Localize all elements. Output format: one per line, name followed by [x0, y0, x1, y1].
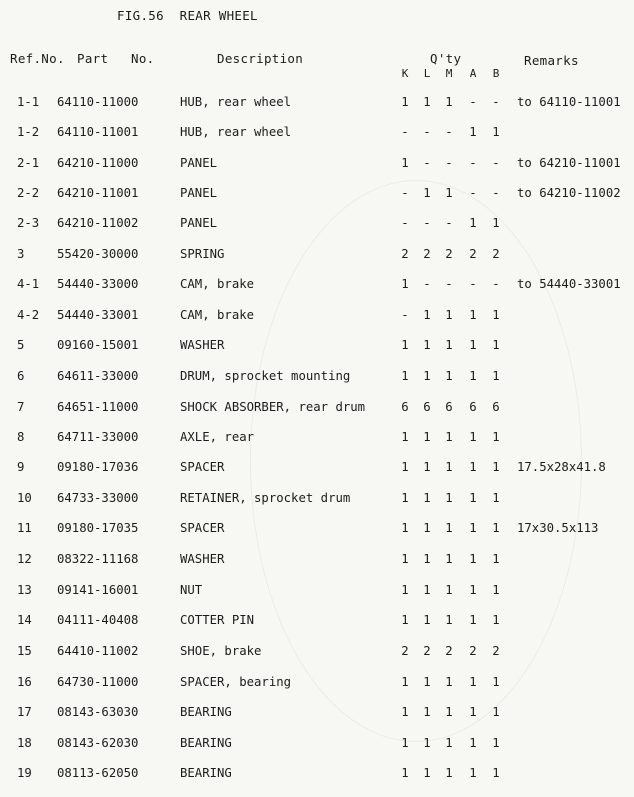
table-row	[0, 156, 634, 174]
qty-l: 1	[423, 308, 431, 322]
qty-b: 1	[492, 491, 500, 505]
qty-l: 1	[423, 613, 431, 627]
table-row	[0, 736, 634, 754]
qty-a: 2	[469, 644, 477, 658]
qty-b: 1	[492, 521, 500, 535]
qty-m: 1	[445, 583, 453, 597]
qty-m: 1	[445, 460, 453, 474]
qty-column-k: K	[401, 67, 409, 80]
qty-a: 1	[469, 705, 477, 719]
part-number: 08113-62050	[57, 766, 139, 780]
qty-b: -	[492, 186, 500, 200]
qty-l: 2	[423, 247, 431, 261]
figure-title	[117, 8, 258, 23]
table-row	[0, 521, 634, 539]
table-row	[0, 491, 634, 509]
qty-m: 1	[445, 766, 453, 780]
part-number: 64110-11000	[57, 95, 139, 109]
part-description: BEARING	[180, 736, 232, 750]
qty-b: 1	[492, 460, 500, 474]
qty-k: 1	[401, 736, 409, 750]
qty-m: 1	[445, 369, 453, 383]
qty-b: 1	[492, 675, 500, 689]
table-row	[0, 766, 634, 784]
qty-l: 1	[423, 460, 431, 474]
qty-b: 1	[492, 125, 500, 139]
qty-k: 2	[401, 644, 409, 658]
qty-l: -	[423, 277, 431, 291]
qty-l: 1	[423, 705, 431, 719]
qty-a: 1	[469, 125, 477, 139]
qty-k: 6	[401, 400, 409, 414]
part-description: SHOE, brake	[180, 644, 262, 658]
table-row	[0, 400, 634, 418]
qty-k: 1	[401, 583, 409, 597]
qty-b: -	[492, 277, 500, 291]
qty-l: 1	[423, 583, 431, 597]
qty-b: 1	[492, 216, 500, 230]
qty-l: 1	[423, 369, 431, 383]
remarks: to 64110-11001	[517, 95, 621, 109]
table-row	[0, 675, 634, 693]
qty-l: 1	[423, 521, 431, 535]
table-row	[0, 430, 634, 448]
qty-a: 1	[469, 736, 477, 750]
qty-b: 1	[492, 552, 500, 566]
header-ref-no: Ref.No.	[10, 51, 65, 66]
ref-number: 13	[17, 583, 32, 597]
table-row	[0, 186, 634, 204]
remarks: to 54440-33001	[517, 277, 621, 291]
ref-number: 2-2	[17, 186, 40, 200]
qty-a: -	[469, 156, 477, 170]
qty-k: -	[401, 125, 409, 139]
qty-k: 1	[401, 675, 409, 689]
qty-k: 1	[401, 156, 409, 170]
part-number: 64210-11000	[57, 156, 139, 170]
part-description: AXLE, rear	[180, 430, 255, 444]
qty-m: 2	[445, 644, 453, 658]
part-number: 64410-11002	[57, 644, 139, 658]
qty-column-b: B	[492, 67, 500, 80]
qty-m: 1	[445, 675, 453, 689]
qty-column-l: L	[423, 67, 431, 80]
ref-number: 11	[17, 521, 32, 535]
qty-a: 1	[469, 552, 477, 566]
part-description: WASHER	[180, 552, 225, 566]
qty-l: 2	[423, 644, 431, 658]
qty-l: -	[423, 156, 431, 170]
qty-m: 1	[445, 308, 453, 322]
qty-b: -	[492, 95, 500, 109]
qty-l: 1	[423, 552, 431, 566]
qty-b: 1	[492, 583, 500, 597]
part-description: CAM, brake	[180, 277, 255, 291]
table-row	[0, 613, 634, 631]
part-number: 64651-11000	[57, 400, 139, 414]
part-description: PANEL	[180, 156, 218, 170]
part-description: COTTER PIN	[180, 613, 255, 627]
qty-m: 1	[445, 613, 453, 627]
qty-k: 2	[401, 247, 409, 261]
qty-m: 1	[445, 552, 453, 566]
qty-a: 1	[469, 460, 477, 474]
qty-a: 1	[469, 308, 477, 322]
ref-number: 19	[17, 766, 32, 780]
qty-k: 1	[401, 705, 409, 719]
remarks: to 64210-11001	[517, 156, 621, 170]
part-number: 54440-33001	[57, 308, 139, 322]
table-row	[0, 644, 634, 662]
qty-a: 1	[469, 216, 477, 230]
part-number: 64730-11000	[57, 675, 139, 689]
table-row	[0, 277, 634, 295]
qty-b: 2	[492, 644, 500, 658]
ref-number: 6	[17, 369, 25, 383]
ref-number: 9	[17, 460, 25, 474]
qty-a: 1	[469, 675, 477, 689]
qty-a: 6	[469, 400, 477, 414]
part-description: DRUM, sprocket mounting	[180, 369, 351, 383]
qty-a: -	[469, 186, 477, 200]
ref-number: 4-1	[17, 277, 40, 291]
qty-k: -	[401, 216, 409, 230]
qty-l: -	[423, 216, 431, 230]
ref-number: 4-2	[17, 308, 40, 322]
part-number: 55420-30000	[57, 247, 139, 261]
table-row	[0, 369, 634, 387]
part-number: 08143-63030	[57, 705, 139, 719]
part-number: 64711-33000	[57, 430, 139, 444]
part-description: SPRING	[180, 247, 225, 261]
ref-number: 1-2	[17, 125, 40, 139]
qty-k: 1	[401, 491, 409, 505]
qty-l: 1	[423, 430, 431, 444]
part-description: PANEL	[180, 216, 218, 230]
part-description: RETAINER, sprocket drum	[180, 491, 351, 505]
part-description: HUB, rear wheel	[180, 125, 292, 139]
qty-b: -	[492, 156, 500, 170]
figure-name: REAR WHEEL	[179, 8, 258, 23]
table-row	[0, 247, 634, 265]
part-description: CAM, brake	[180, 308, 255, 322]
qty-k: 1	[401, 369, 409, 383]
qty-a: 1	[469, 583, 477, 597]
qty-m: 1	[445, 521, 453, 535]
qty-l: 6	[423, 400, 431, 414]
qty-a: 1	[469, 430, 477, 444]
qty-m: 6	[445, 400, 453, 414]
qty-k: 1	[401, 95, 409, 109]
header-part: Part	[77, 51, 109, 66]
ref-number: 2-3	[17, 216, 40, 230]
ref-number: 1-1	[17, 95, 40, 109]
qty-b: 1	[492, 308, 500, 322]
table-row	[0, 460, 634, 478]
qty-l: 1	[423, 338, 431, 352]
qty-m: 1	[445, 338, 453, 352]
part-number: 09180-17036	[57, 460, 139, 474]
ref-number: 2-1	[17, 156, 40, 170]
qty-l: 1	[423, 491, 431, 505]
qty-k: 1	[401, 521, 409, 535]
table-row	[0, 216, 634, 234]
qty-b: 1	[492, 430, 500, 444]
ref-number: 16	[17, 675, 32, 689]
part-number: 64210-11002	[57, 216, 139, 230]
table-row	[0, 705, 634, 723]
table-row	[0, 125, 634, 143]
qty-m: -	[445, 277, 453, 291]
qty-l: 1	[423, 736, 431, 750]
qty-b: 1	[492, 369, 500, 383]
part-number: 54440-33000	[57, 277, 139, 291]
part-number: 08143-62030	[57, 736, 139, 750]
qty-m: 1	[445, 491, 453, 505]
table-row	[0, 338, 634, 356]
qty-m: 1	[445, 430, 453, 444]
qty-a: 1	[469, 491, 477, 505]
part-number: 64733-33000	[57, 491, 139, 505]
part-number: 64611-33000	[57, 369, 139, 383]
qty-k: -	[401, 186, 409, 200]
qty-b: 1	[492, 705, 500, 719]
ref-number: 12	[17, 552, 32, 566]
qty-b: 1	[492, 766, 500, 780]
part-description: BEARING	[180, 705, 232, 719]
ref-number: 10	[17, 491, 32, 505]
qty-column-m: M	[445, 67, 453, 80]
part-number: 09160-15001	[57, 338, 139, 352]
table-row	[0, 308, 634, 326]
header-remarks: Remarks	[524, 53, 579, 68]
figure-number: FIG.56	[117, 8, 164, 23]
qty-a: 1	[469, 613, 477, 627]
qty-a: -	[469, 95, 477, 109]
part-description: WASHER	[180, 338, 225, 352]
qty-m: 2	[445, 247, 453, 261]
ref-number: 7	[17, 400, 25, 414]
part-number: 64210-11001	[57, 186, 139, 200]
remarks: 17x30.5x113	[517, 521, 599, 535]
qty-m: -	[445, 125, 453, 139]
qty-k: -	[401, 308, 409, 322]
part-description: SPACER	[180, 460, 225, 474]
part-number: 09141-16001	[57, 583, 139, 597]
part-description: SPACER, bearing	[180, 675, 292, 689]
part-number: 64110-11001	[57, 125, 139, 139]
ref-number: 3	[17, 247, 25, 261]
part-description: SPACER	[180, 521, 225, 535]
qty-l: 1	[423, 186, 431, 200]
qty-a: 1	[469, 766, 477, 780]
qty-b: 6	[492, 400, 500, 414]
table-row	[0, 583, 634, 601]
ref-number: 5	[17, 338, 25, 352]
ref-number: 15	[17, 644, 32, 658]
part-description: SHOCK ABSORBER, rear drum	[180, 400, 366, 414]
qty-a: 2	[469, 247, 477, 261]
part-description: PANEL	[180, 186, 218, 200]
qty-k: 1	[401, 277, 409, 291]
header-description: Description	[217, 51, 304, 66]
qty-k: 1	[401, 338, 409, 352]
qty-m: -	[445, 216, 453, 230]
qty-column-a: A	[469, 67, 477, 80]
qty-m: 1	[445, 705, 453, 719]
qty-k: 1	[401, 552, 409, 566]
qty-b: 1	[492, 338, 500, 352]
qty-a: 1	[469, 369, 477, 383]
qty-m: 1	[445, 186, 453, 200]
qty-m: 1	[445, 95, 453, 109]
part-description: BEARING	[180, 766, 232, 780]
ref-number: 17	[17, 705, 32, 719]
part-number: 08322-11168	[57, 552, 139, 566]
qty-l: 1	[423, 675, 431, 689]
ref-number: 8	[17, 430, 25, 444]
table-row	[0, 552, 634, 570]
qty-a: 1	[469, 521, 477, 535]
qty-b: 1	[492, 613, 500, 627]
qty-k: 1	[401, 430, 409, 444]
qty-a: 1	[469, 338, 477, 352]
header-qty: Q'ty	[430, 51, 462, 66]
qty-k: 1	[401, 766, 409, 780]
qty-m: 1	[445, 736, 453, 750]
table-row	[0, 95, 634, 113]
ref-number: 14	[17, 613, 32, 627]
qty-k: 1	[401, 613, 409, 627]
ref-number: 18	[17, 736, 32, 750]
header-no: No.	[131, 51, 155, 66]
part-number: 09180-17035	[57, 521, 139, 535]
qty-k: 1	[401, 460, 409, 474]
remarks: 17.5x28x41.8	[517, 460, 606, 474]
remarks: to 64210-11002	[517, 186, 621, 200]
qty-l: -	[423, 125, 431, 139]
qty-a: -	[469, 277, 477, 291]
qty-b: 1	[492, 736, 500, 750]
qty-b: 2	[492, 247, 500, 261]
qty-m: -	[445, 156, 453, 170]
qty-l: 1	[423, 95, 431, 109]
part-description: NUT	[180, 583, 203, 597]
qty-l: 1	[423, 766, 431, 780]
part-description: HUB, rear wheel	[180, 95, 292, 109]
part-number: 04111-40408	[57, 613, 139, 627]
